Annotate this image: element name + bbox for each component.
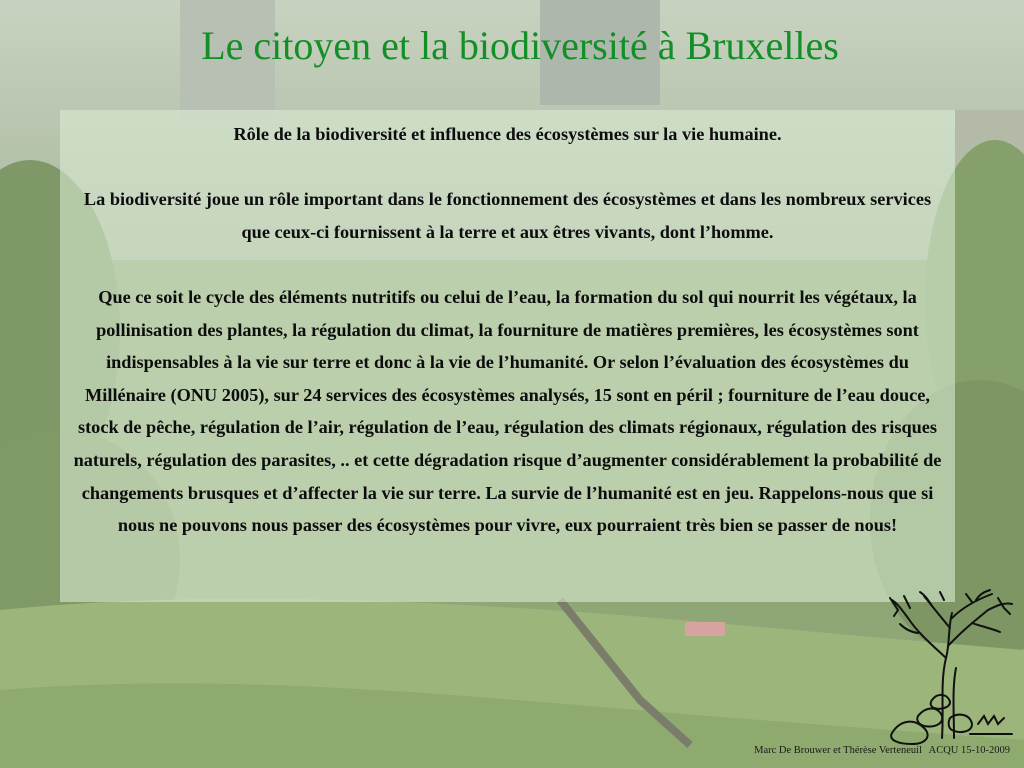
content-panel [60,110,955,602]
paragraph-ecosystem-services: Que ce soit le cycle des éléments nutritifs ou celui de l’eau, la formation du sol qui nourrit les végétaux, la pollinisation des plantes, la régulation du climat, la fourniture de matières premières, les écosystèmes sont indispensables à la vie sur terre et donc à la vie de l’humanité. Or selon l’évaluation des écosystèmes du Millénaire (ONU 2005), sur 24 services des écosystèmes analysés, 15 sont en péril ; fourniture de l’eau douce, stock de pêche, régulation de l’air, régulation de l’eau, régulation des climats régionaux, régulation des risques naturels, régulation des parasites, .. et cette dégradation risque d’augmenter considérablement la probabilité de changements brusques et d’affecter la vie sur terre. La survie de l’humanité est en jeu. Rappelons-nous que si nous ne pouvons nous passer des écosystèmes pour vivre, eux pourraient très bien se passer de nous! [73,286,942,536]
slide-subtitle: Rôle de la biodiversité et influence des écosystèmes sur la vie humaine. [233,124,782,144]
slide-title: Le citoyen et la biodiversité à Bruxelles [201,23,839,68]
paragraph-spacer [70,151,945,184]
tree-drawing-icon [880,588,1020,748]
footer-event: ACQU 15-10-2009 [928,745,1010,756]
paragraph-biodiversity-role: La biodiversité joue un rôle important dans le fonctionnement des écosystèmes et dans les nombreux services que ceux-ci fournissent à la terre et aux êtres vivants, dont l’homme. [83,189,932,242]
footer-authors: Marc De Brouwer et Thérèse Verteneuil [754,745,922,756]
paragraph-spacer [70,248,945,281]
slide-footer [754,745,1010,756]
